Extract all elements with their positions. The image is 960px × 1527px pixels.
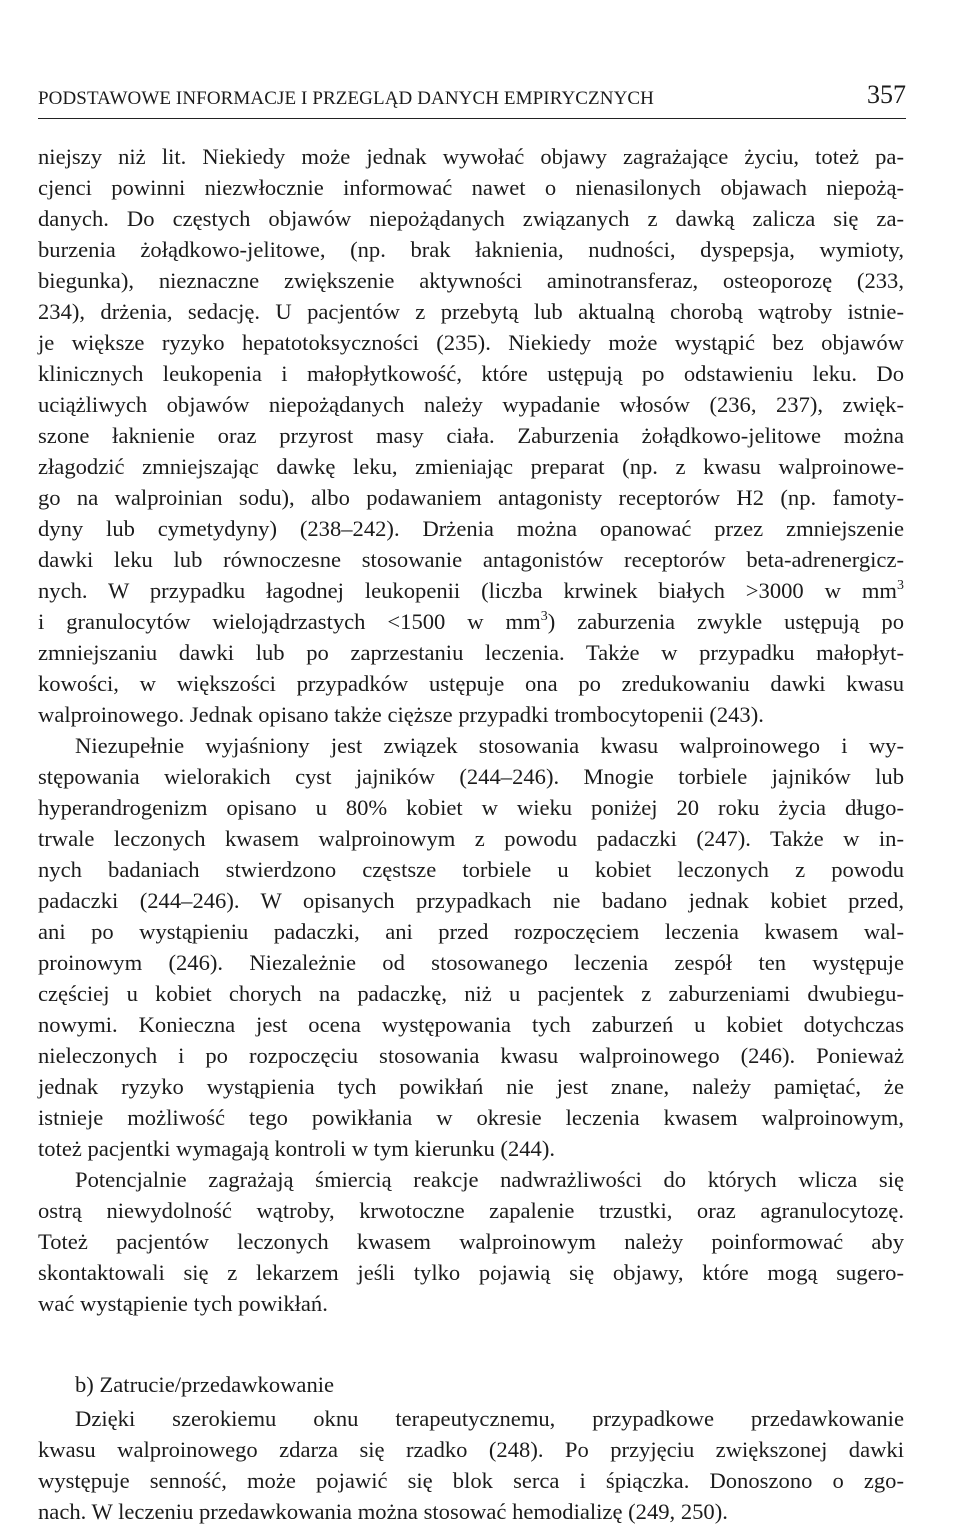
text-line: ostrą niewydolność wątroby, krwotoczne zapalenie trzustki, oraz agranulocytozę. xyxy=(38,1198,904,1223)
page-number: 357 xyxy=(867,80,906,109)
text-line: zmniejszaniu dawki lub po zaprzestaniu leczenia. Także w przypadku małopłyt- xyxy=(38,640,904,665)
text-line: występuje senność, może pojawić się blok serca i śpiączka. Donoszono o zgo- xyxy=(38,1468,904,1493)
text-line: istnieje możliwość tego powikłania w okresie leczenia kwasem walproinowym, xyxy=(38,1105,904,1130)
text-line-main: nych. W przypadku łagodnej leukopenii (liczba krwinek białych >3000 w mm xyxy=(38,578,897,603)
text-line: klinicznych leukopenia i małopłytkowość, które ustępują po odstawieniu leku. Do xyxy=(38,361,904,386)
text-line: dyny lub cymetydyny) (238–242). Drżenia można opanować przez zmniejszenie xyxy=(38,516,904,541)
text-line: walproinowego. Jednak opisano także cięższe przypadki trombocytopenii (243). xyxy=(38,702,764,727)
text-line-tail: ) zaburzenia zwykle ustępują po xyxy=(547,609,904,634)
text-line: trwale leczonych kwasem walproinowym z powodu padaczki (247). Także w in- xyxy=(38,826,904,851)
text-line: hyperandrogenizm opisano u 80% kobiet w wieku poniżej 20 roku życia długo- xyxy=(38,795,904,820)
text-line: padaczki (244–246). W opisanych przypadkach nie badano jednak kobiet przed, xyxy=(38,888,904,913)
body-text xyxy=(38,141,904,1527)
text-line: złagodzić zmniejszając dawkę leku, zmieniając preparat (np. z kwasu walproinowe- xyxy=(38,454,904,479)
text-line: toteż pacjentki wymagają kontroli w tym kierunku (244). xyxy=(38,1136,556,1161)
text-line: nowymi. Konieczna jest ocena występowania tych zaburzeń u kobiet dotychczas xyxy=(38,1012,904,1037)
text-line: skontaktowali się z lekarzem jeśli tylko pojawią się objawy, które mogą sugero- xyxy=(38,1260,904,1285)
text-line: Dzięki szerokiemu oknu terapeutycznemu, przypadkowe przedawkowanie xyxy=(75,1406,904,1431)
text-line: je większe ryzyko hepatotoksyczności (235). Niekiedy może wystąpić bez objawów xyxy=(38,330,904,355)
text-line: Niezupełnie wyjaśniony jest związek stosowania kwasu walproinowego i wy- xyxy=(75,733,904,758)
text-line: kwasu walproinowego zdarza się rzadko (248). Po przyjęciu zwiększonej dawki xyxy=(38,1437,904,1462)
text-line: danych. Do częstych objawów niepożądanych związanych z dawką zalicza się za- xyxy=(38,206,904,231)
text-line: uciążliwych objawów niepożądanych należy wypadanie włosów (236, 237), zwięk- xyxy=(38,392,904,417)
text-line: kowości, w większości przypadków ustępuje ona po zredukowaniu dawki kwasu xyxy=(38,671,904,696)
text-line: proinowym (246). Niezależnie od stosowanego leczenia zespół ten występuje xyxy=(38,950,904,975)
section-heading: b) Zatrucie/przedawkowanie xyxy=(75,1372,335,1397)
text-line: nach. W leczeniu przedawkowania można stosować hemodializę (249, 250). xyxy=(38,1499,728,1524)
text-line-main: i granulocytów wielojądrzastych <1500 w mm xyxy=(38,609,541,634)
text-line: częściej u kobiet chorych na padaczkę, niż u pacjentek z zaburzeniami dwubiegu- xyxy=(38,981,904,1006)
text-line xyxy=(38,575,904,606)
running-header xyxy=(38,78,906,119)
text-line: ani po wystąpieniu padaczki, ani przed rozpoczęciem leczenia kwasem wal- xyxy=(38,919,904,944)
text-line: wać wystąpienie tych powikłań. xyxy=(38,1291,328,1316)
text-line: stępowania wielorakich cyst jajników (244–246). Mnogie torbiele jajników lub xyxy=(38,764,904,789)
text-line: nych badaniach stwierdzono częstsze torbiele u kobiet leczonych z powodu xyxy=(38,857,904,882)
running-header-title: PODSTAWOWE INFORMACJE I PRZEGLĄD DANYCH EMPIRYCZNYCH xyxy=(38,88,654,109)
superscript: 3 xyxy=(897,578,904,593)
text-line: szone łaknienie oraz przyrost masy ciała. Zaburzenia żołądkowo-jelitowe można xyxy=(38,423,904,448)
text-line: burzenia żołądkowo-jelitowe, (np. brak łaknienia, nudności, dyspepsja, wymioty, xyxy=(38,237,904,262)
text-line: go na walproinian sodu), albo podawaniem antagonisty receptorów H2 (np. famoty- xyxy=(38,485,904,510)
text-line: Toteż pacjentów leczonych kwasem walproinowym należy poinformować aby xyxy=(38,1229,904,1254)
text-line: jednak ryzyko wystąpienia tych powikłań nie jest znane, należy pamiętać, że xyxy=(38,1074,904,1099)
text-line: dawki leku lub równoczesne stosowanie antagonistów receptorów beta-adrenergicz- xyxy=(38,547,904,572)
section-gap xyxy=(38,1319,904,1367)
superscript: 3 xyxy=(540,609,548,624)
text-line: nieleczonych i po rozpoczęciu stosowania kwasu walproinowego (246). Ponieważ xyxy=(38,1043,904,1068)
text-line: biegunka), nieznaczne zwiększenie aktywności aminotransferaz, osteoporozę (233, xyxy=(38,268,904,293)
text-line: Potencjalnie zagrażają śmiercią reakcje nadwrażliwości do których wlicza się xyxy=(75,1167,904,1192)
text-line xyxy=(38,606,904,637)
text-line: 234), drżenia, sedację. U pacjentów z przebytą lub aktualną chorobą wątroby istnie- xyxy=(38,299,904,324)
text-line: niejszy niż lit. Niekiedy może jednak wywołać objawy zagrażające życiu, toteż pa- xyxy=(38,144,904,169)
text-line: cjenci powinni niezwłocznie informować nawet o nienasilonych objawach niepożą- xyxy=(38,175,904,200)
